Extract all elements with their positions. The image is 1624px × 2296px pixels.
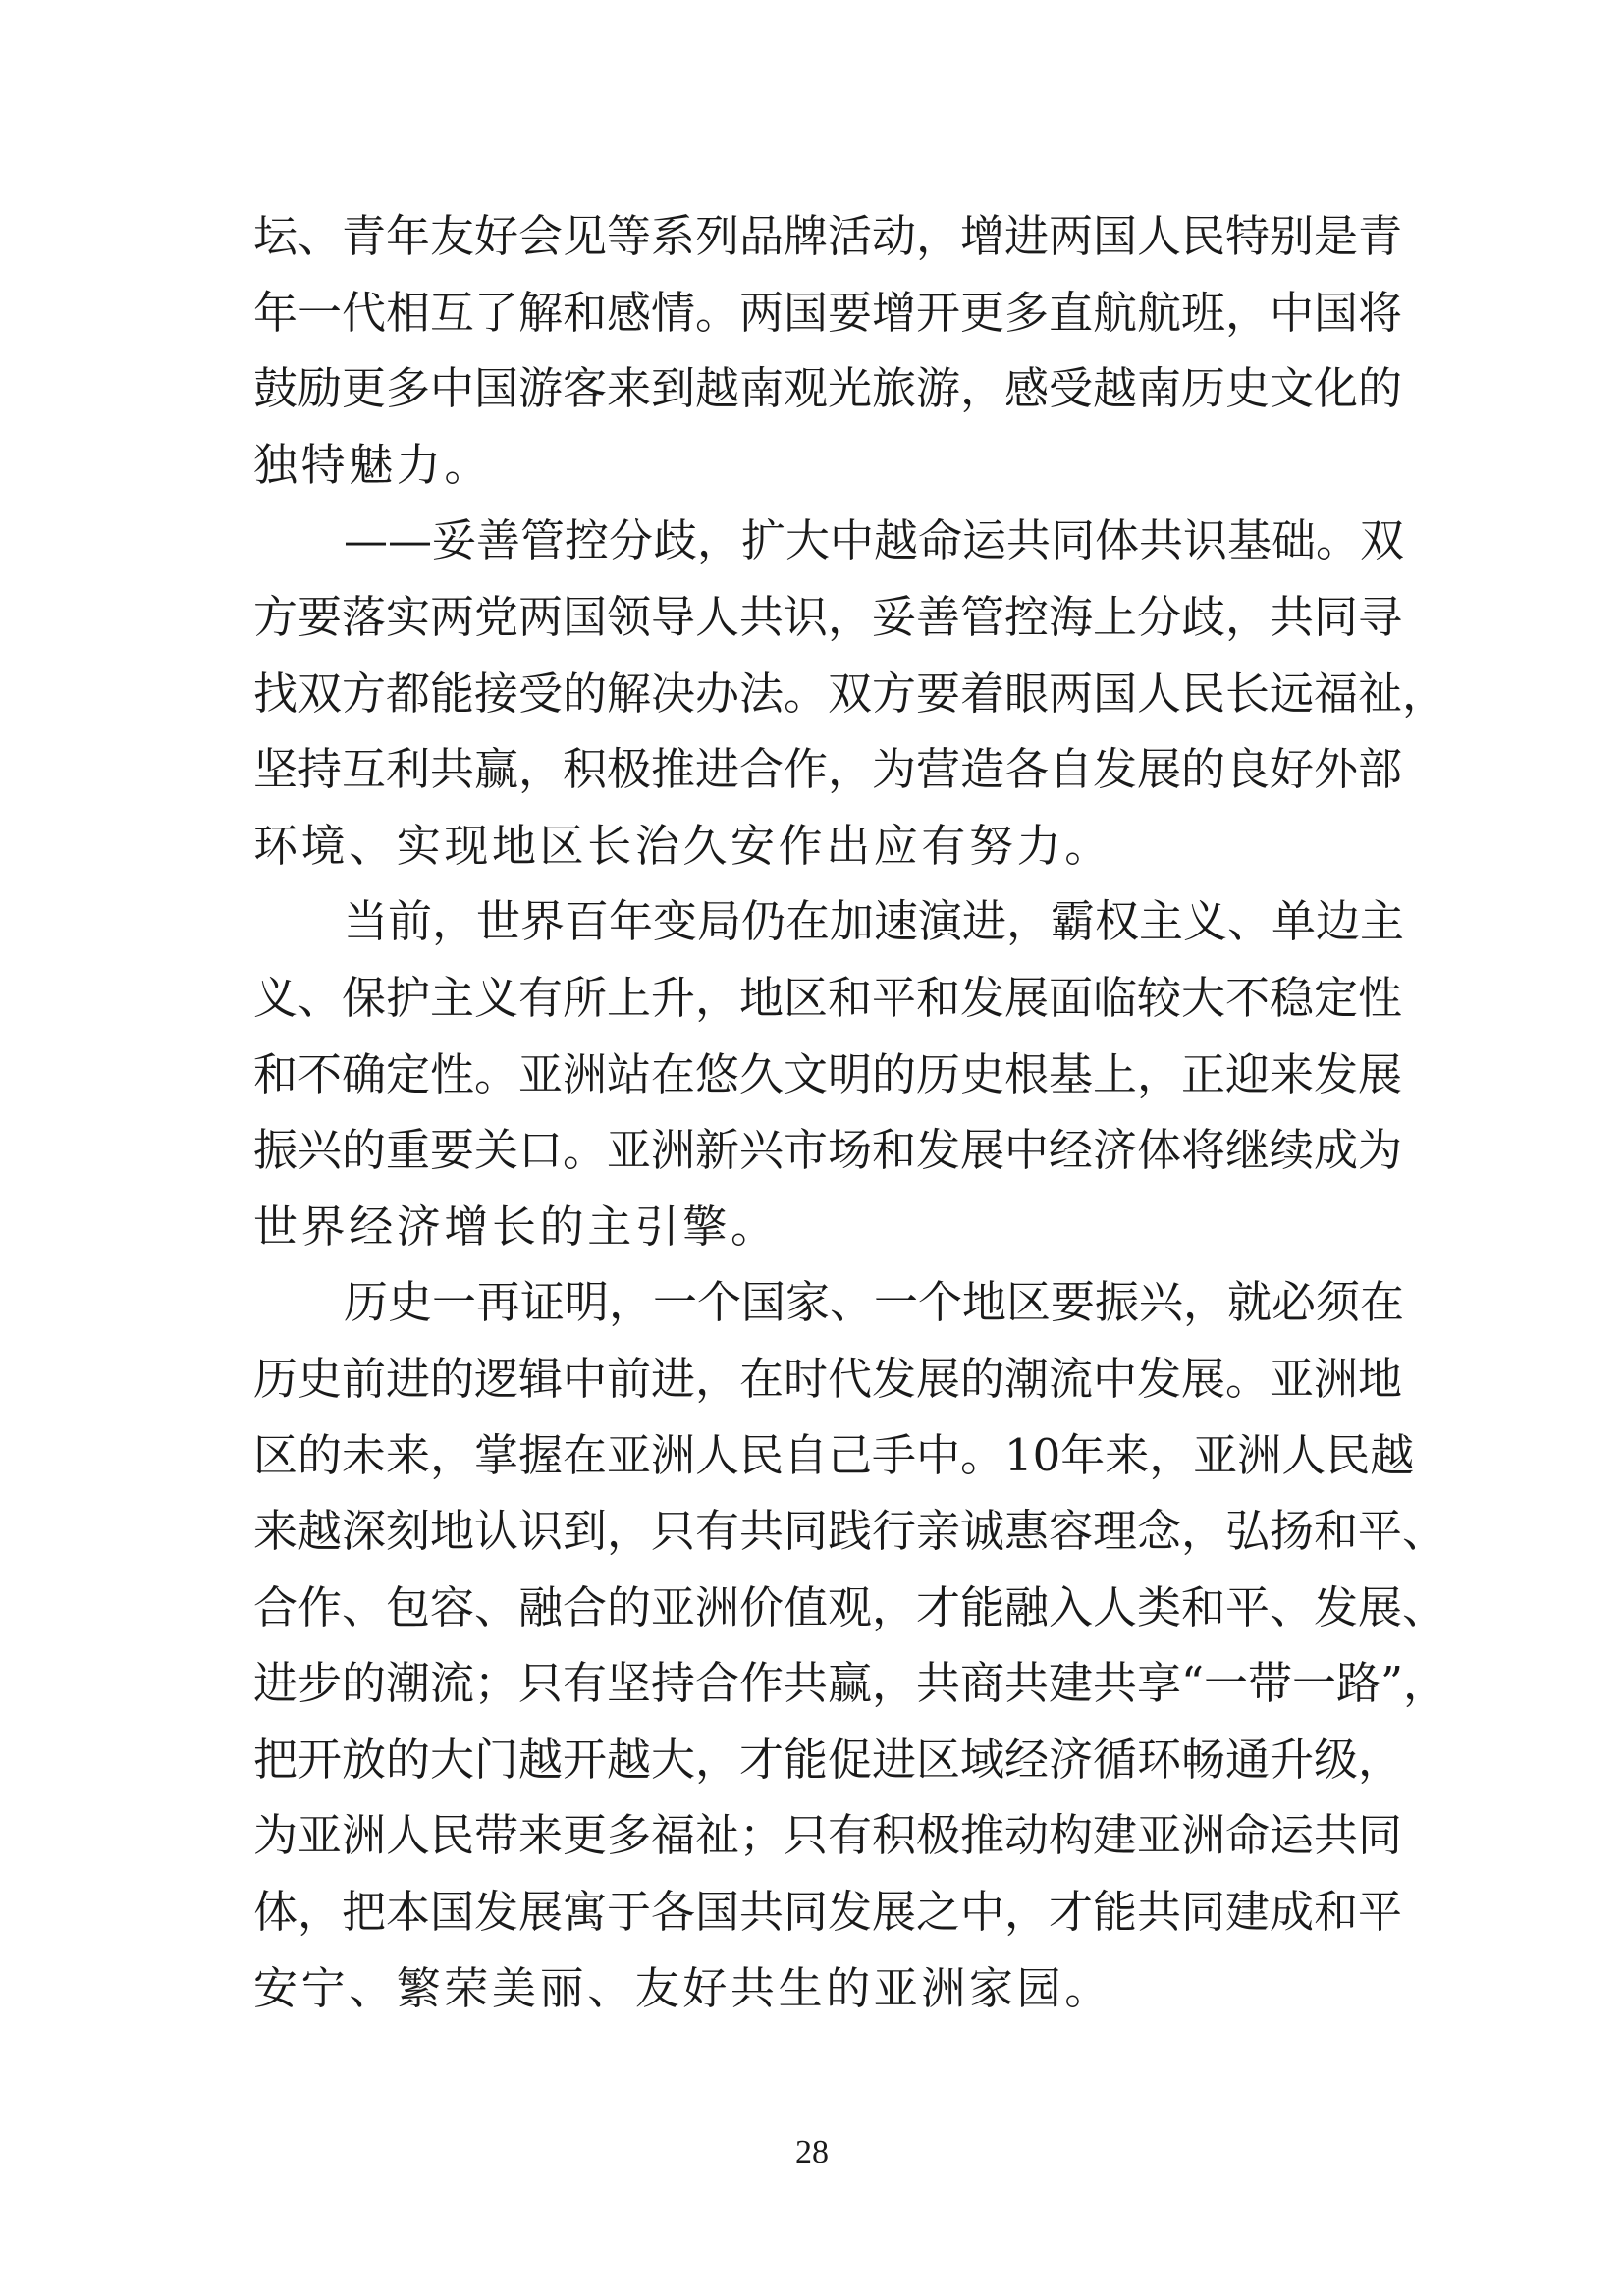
page-number: 28 [795,2134,829,2170]
text-line: 当前，世界百年变局仍在加速演进，霸权主义、单边主 [344,895,1405,948]
text-line: 振兴的重要关口。亚洲新兴市场和发展中经济体将继续成为 [253,1124,1403,1177]
text-line: 环境、实现地区长治久安作出应有努力。 [253,819,1112,872]
text-line: 体，把本国发展寓于各国共同发展之中，才能共同建成和平 [253,1886,1403,1939]
text-line: 和不确定性。亚洲站在悠久文明的历史根基上，正迎来发展 [253,1047,1403,1100]
text-line: 来越深刻地认识到，只有共同践行亲诚惠容理念，弘扬和平、 [253,1505,1447,1558]
text-line: 历史一再证明，一个国家、一个地区要振兴，就必须在 [344,1276,1405,1329]
text-line: 合作、包容、融合的亚洲价值观，才能融入人类和平、发展、 [253,1580,1447,1633]
text-line: 坚持互利共赢，积极推进合作，为营造各自发展的良好外部 [253,743,1403,796]
text-line: 区的未来，掌握在亚洲人民自己手中。10年来，亚洲人民越 [253,1428,1415,1481]
text-line: 鼓励更多中国游客来到越南观光旅游，感受越南历史文化的 [253,362,1403,415]
text-line: 年一代相互了解和感情。两国要增开更多直航航班，中国将 [253,286,1403,339]
text-line: 历史前进的逻辑中前进，在时代发展的潮流中发展。亚洲地 [253,1352,1403,1405]
text-line: 坛、青年友好会见等系列品牌活动，增进两国人民特别是青 [253,210,1403,262]
text-line: ——妥善管控分歧，扩大中越命运共同体共识基础。双 [344,514,1405,567]
text-line: 进步的潮流；只有坚持合作共赢，共商共建共享“一带一路”， [253,1657,1448,1710]
text-line: 把开放的大门越开越大，才能促进区域经济循环畅通升级， [253,1733,1403,1786]
text-line: 为亚洲人民带来更多福祉；只有积极推动构建亚洲命运共同 [253,1809,1403,1862]
text-line: 世界经济增长的主引擎。 [253,1200,779,1253]
text-line: 独特魅力。 [253,438,493,491]
text-line: 安宁、繁荣美丽、友好共生的亚洲家园。 [253,1961,1112,2014]
text-line: 方要落实两党两国领导人共识，妥善管控海上分歧，共同寻 [253,590,1403,643]
text-line: 找双方都能接受的解决办法。双方要着眼两国人民长远福祉， [253,667,1447,720]
page-body [253,198,1448,2026]
text-line: 义、保护主义有所上升，地区和平和发展面临较大不稳定性 [253,971,1403,1024]
